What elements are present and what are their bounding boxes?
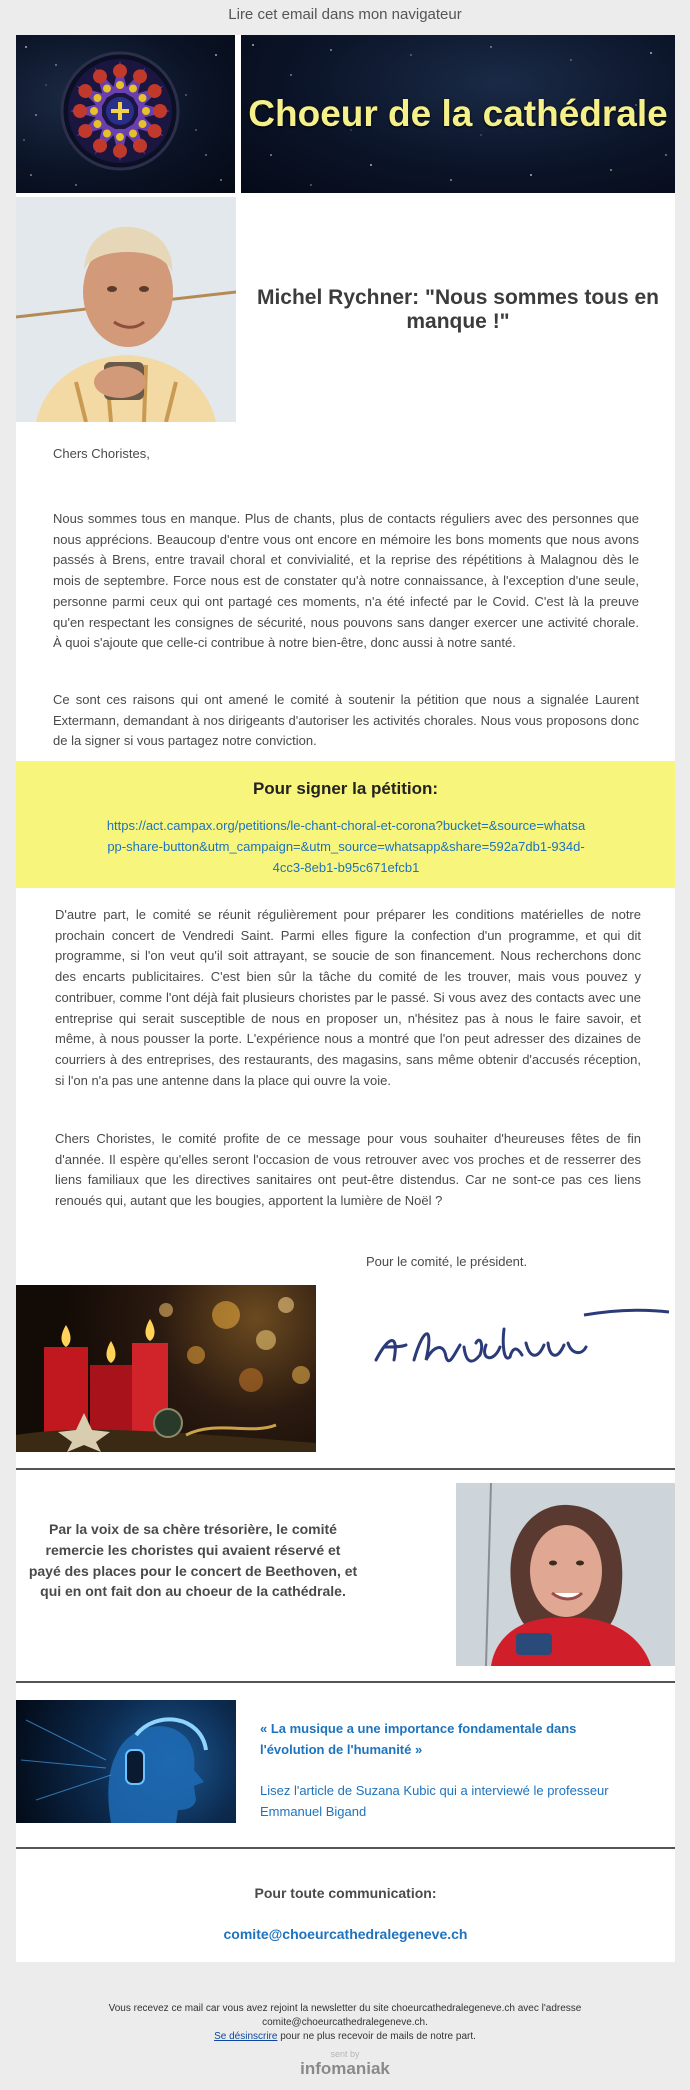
footer-line-2: comite@choeurcathedralegeneve.ch. xyxy=(262,2017,428,2028)
petition-box xyxy=(16,761,675,888)
president-signature xyxy=(354,1285,675,1385)
divider xyxy=(16,1681,675,1683)
petition-link[interactable]: https://act.campax.org/petitions/le-chant-choral-et-corona?bucket=&source=whatsapp-share-button&utm_campaign=&utm_source=whatsapp&share=592a7db1-934d-4cc3-8eb1-b95c671efcb1 xyxy=(106,818,586,875)
contact-title: Pour toute communication: xyxy=(254,1885,437,1901)
footer-line-3 xyxy=(0,2030,690,2044)
music-article-title[interactable]: « La musique a une importance fondamentale dans l'évolution de l'humanité » xyxy=(260,1721,577,1757)
footer-line-1: Vous recevez ce mail car vous avez rejoint la newsletter du site choeurcathedralegeneve.ch avec l'adresse xyxy=(108,2003,582,2014)
president-portrait xyxy=(16,197,236,422)
email-body xyxy=(16,35,675,1962)
starfield-background xyxy=(16,35,235,193)
article-paragraph-2: Ce sont ces raisons qui ont amené le comité à soutenir la pétition que nous a signalée Laurent Extermann, demandant à nos dirigeants d'autoriser les activités chorales. Nous vous proposons donc de la signer si vous partagez notre conviction. xyxy=(53,692,639,749)
article-title: Michel Rychner: "Nous sommes tous en manque !" xyxy=(256,285,660,333)
newsletter-title: Choeur de la cathédrale xyxy=(248,93,668,134)
divider xyxy=(16,1468,675,1470)
headphones-head-image xyxy=(16,1700,236,1823)
unsubscribe-link[interactable]: Se désinscrire xyxy=(214,2031,278,2042)
music-article-link[interactable]: Lisez l'article de Suzana Kubic qui a interviewé le professeur Emmanuel Bigand xyxy=(260,1783,609,1819)
sent-by-label: sent by xyxy=(330,2049,360,2059)
divider xyxy=(16,1847,675,1849)
thanks-text: Par la voix de sa chère trésorière, le comité remercie les choristes qui avaient réservé et payé des places pour le concert de Beethoven, et qui en ont fait don au choeur de la cathédrale. xyxy=(28,1521,358,1600)
greeting: Chers Choristes, xyxy=(53,446,150,461)
footer-line-3-text: pour ne plus recevoir de mails de notre part. xyxy=(277,2031,476,2042)
article-paragraph-1: Nous sommes tous en manque. Plus de chants, plus de contacts réguliers avec des personnes que nous apprécions. Beaucoup d'entre vous ont encore en mémoire les bons moments que nous avons passés à Brens, entre travail choral et convivialité, et la reprise des répétitions à Malagnou dès le mois de septembre. Force nous est de constater qu'à notre connaissance, à l'exception d'une seule, personne parmi ceux qui ont partagé ces moments, n'a été infecté par le Covid. C'est là la preuve qu'en respectant les consignes de sécurité, nous pouvons sans danger exercer une activité chorale. À quoi s'ajoute que celle-ci contribue à notre bien-être, donc aussi à notre santé. xyxy=(53,511,639,651)
petition-title: Pour signer la pétition: xyxy=(252,779,439,798)
treasurer-photo xyxy=(456,1483,675,1666)
article-paragraph-4: Chers Choristes, le comité profite de ce message pour vous souhaiter d'heureuses fêtes de fin d'année. Il espère qu'elles seront l'occasion de vous retrouver avec vos proches et de resserrer des liens familiaux que les directives sanitaires ont peut-être distendus. Car ne sont-ce pas ces liens renoués qui, autant que les bougies, apportent la lumière de Noël ? xyxy=(55,1131,641,1209)
christmas-candles-image xyxy=(16,1285,316,1452)
header-banner xyxy=(241,35,675,193)
footer xyxy=(0,2002,690,2044)
article-paragraph-3: D'autre part, le comité se réunit régulièrement pour préparer les conditions matérielles de notre prochain concert de Vendredi Saint. Parmi elles figure la confection d'un programme, et qui dit programme, si l'on veut qu'il soit attrayant, se soucie de son financement. Nous recherchons donc des encarts publicitaires. C'est bien sûr la tâche du comité de les trouver, mais vous pouvez y contribuer, comme l'ont déjà fait plusieurs choristes par le passé. Si vous avez des contacts avec une entreprise qui serait susceptible de nous en proposer un, n'hésitez pas à nous le faire savoir, et même, à nous pousser la porte. L'expérience nous a montré que l'on peut adresser des dizaines de courriers à des entreprises, des restaurants, des magasins, sans même obtenir d'accusés réception, si l'on n'a pas une antenne dans la place qui ouvre la voie. xyxy=(55,907,641,1088)
rose-window-image xyxy=(16,35,235,193)
signoff-text: Pour le comité, le président. xyxy=(366,1254,528,1269)
infomaniak-logo: infomaniak xyxy=(300,2059,390,2078)
sent-by-badge[interactable] xyxy=(0,2049,690,2079)
contact-email-link[interactable]: comite@choeurcathedralegeneve.ch xyxy=(223,1926,468,1942)
view-in-browser-link[interactable]: Lire cet email dans mon navigateur xyxy=(228,6,462,23)
